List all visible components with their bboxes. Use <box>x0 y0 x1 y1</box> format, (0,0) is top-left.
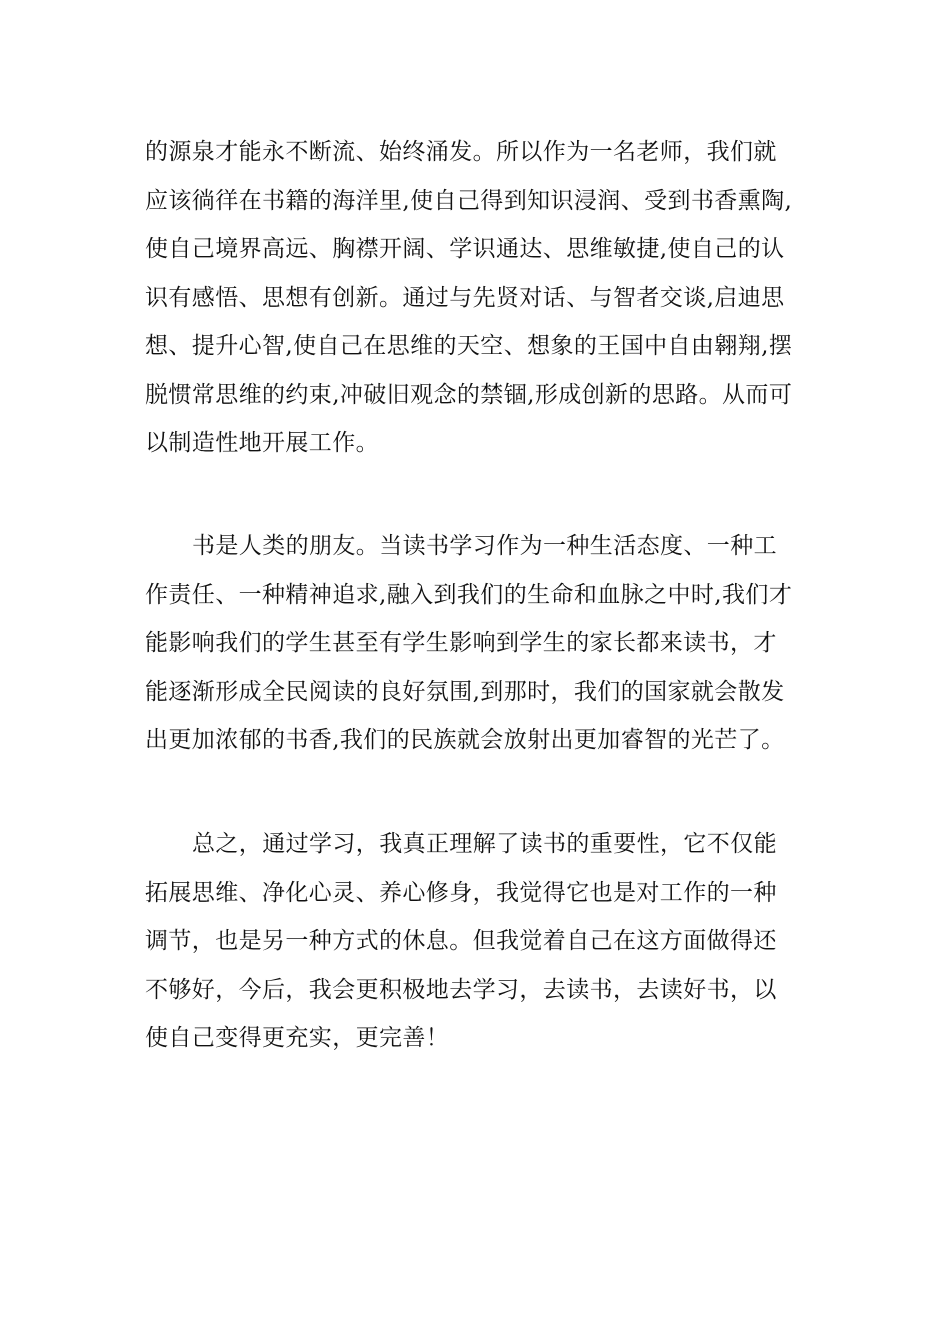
paragraph-line: 应该徜徉在书籍的海洋里,使自己得到知识浸润、受到书香熏陶, <box>145 187 793 214</box>
paragraph-line: 拓展思维、净化心灵、养心修身，我觉得它也是对工作的一种 <box>145 879 777 906</box>
paragraph-line: 能影响我们的学生甚至有学生影响到学生的家长都来读书，才 <box>145 630 777 656</box>
paragraph-line: 出更加浓郁的书香,我们的民族就会放射出更加睿智的光芒了。 <box>145 727 785 753</box>
paragraph-line: 使自己变得更充实，更完善！ <box>145 1025 450 1051</box>
paragraph-line: 想、提升心智,使自己在思维的天空、想象的王国中自由翱翔,摆 <box>145 333 793 359</box>
paragraph-2 <box>145 522 810 765</box>
paragraph-line: 使自己境界高远、胸襟开阔、学识通达、思维敏捷,使自己的认 <box>145 236 785 262</box>
paragraph-line: 能逐渐形成全民阅读的良好氛围,到那时，我们的国家就会散发 <box>145 678 785 705</box>
paragraph-line: 脱惯常思维的约束,冲破旧观念的禁锢,形成创新的思路。从而可 <box>145 381 793 408</box>
paragraph-line: 调节，也是另一种方式的休息。但我觉着自己在这方面做得还 <box>145 928 777 954</box>
paragraph-line: 以制造性地开展工作。 <box>145 430 379 456</box>
paragraph-line: 的源泉才能永不断流、始终涌发。所以作为一名老师，我们就 <box>145 139 777 165</box>
paragraph-line: 总之，通过学习，我真正理解了读书的重要性，它不仅能 <box>192 831 777 857</box>
paragraph-1 <box>145 128 810 468</box>
paragraph-3 <box>145 820 810 1063</box>
paragraph-line: 识有感悟、思想有创新。通过与先贤对话、与智者交谈,启迪思 <box>145 284 785 311</box>
paragraph-line: 书是人类的朋友。当读书学习作为一种生活态度、一种工 <box>192 533 777 559</box>
paragraph-line: 作责任、一种精神追求,融入到我们的生命和血脉之中时,我们才 <box>145 581 793 608</box>
paragraph-line: 不够好，今后，我会更积极地去学习，去读书，去读好书，以 <box>145 976 777 1003</box>
